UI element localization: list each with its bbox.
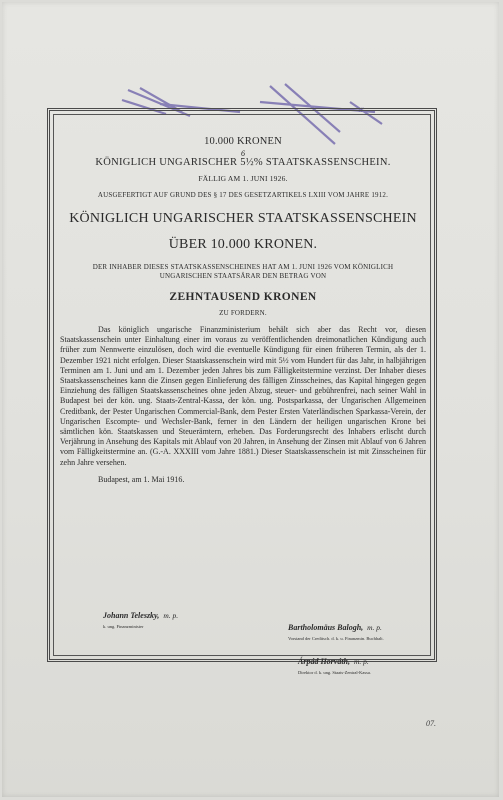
signature-mp: m. p. bbox=[367, 623, 382, 632]
issue-basis: AUSGEFERTIGT AUF GRUND DES § 17 DES GESETZARTIKELS LXIII VOM JAHRE 1912. bbox=[97, 191, 389, 199]
bearer-statement: DER INHABER DIESES STAATSKASSENSCHEINES HAT AM 1. JUNI 1926 VOM KÖNIGLICH UNGARISCHEN STAATSÄRAR DEN BETRAG VON bbox=[92, 263, 394, 280]
signature-name: Johann Teleszky, bbox=[103, 611, 160, 620]
terms-paragraph: Das königlich ungarische Finanzministerium behält sich aber das Recht vor, diesen Staatskassenschein unter Einhaltung einer im voraus zu veröffentlichenden dreimonatlichen Kündigung auch früher zum Nennwerte einzulösen, doch wird die eventuelle Kündigung für einen früheren Termin, als der 1. Dezember 1921 nicht erfolgen. Dieser Staatskassenschein wird mit 5½ vom Hundert für das Jahr, in halbjährigen Terminen am 1. Juni und am 1. Dezember jeden Jahres bis zum Fälligkeitstermine verzinst. Der Inhaber dieses Staatskassenscheines kann die Zinsen gegen Einlieferung des fälligen Zinsscheines, das Kapital hingegen gegen Einziehung des fälligen Staatskassenscheines ohne jeden Abzug, steuer- und gebührenfrei, nach seiner Wahl in Budapest bei der kön. ung. Staats-Zentral-Kassa, der kön. ung. Postsparkassa, der Ungarischen Allgemeinen Creditbank, der Pester Ungarischen Commercial-Bank, dem Pester Ersten Vaterländischen Sparkassa-Verein, der Ungarischen Escompte- und Wechsler-Bank, ferner in den Ländern der heiligen ungarischen Krone bei sämtlichen kön. Staatskassen und Steuerämtern, erheben. Das Forderungsrecht des Inhabers erlischt durch Verjährung in Ansehung des Kapitals mit Ablauf von 20 Jahren, in Ansehung der Zinsen mit Ablauf von 6 Jahren vom Fälligkeitstermine an. (G.-A. XXXIII vom Jahre 1881.) Dieser Staatskassenschein ist mit Zinsscheinen für zehn Jahre versehen. bbox=[60, 325, 426, 467]
signature-treasury-director bbox=[298, 651, 371, 675]
signature-name: Árpád Horváth, bbox=[298, 657, 351, 666]
issue-date: Budapest, am 1. Mai 1916. bbox=[98, 474, 185, 484]
signature-accountant bbox=[288, 617, 384, 641]
document-content bbox=[60, 136, 426, 484]
signature-mp: m. p. bbox=[354, 657, 369, 666]
sum-in-words: ZEHNTAUSEND KRONEN bbox=[169, 291, 317, 303]
signature-role: Direktor d. k. ung. Staats-Zentral-Kassa. bbox=[298, 670, 371, 675]
signature-finance-minister bbox=[103, 605, 178, 629]
svg-text:.r: .r bbox=[358, 105, 364, 114]
amount-header: 10.000 KRONEN bbox=[204, 136, 282, 147]
signature-role: k. ung. Finanzminister bbox=[103, 624, 144, 629]
serial-mark: 6 bbox=[241, 149, 245, 158]
amount-title: ÜBER 10.000 KRONEN. bbox=[168, 237, 318, 252]
due-date: FÄLLIG AM 1. JUNI 1926. bbox=[198, 174, 288, 183]
main-title: KÖNIGLICH UNGARISCHER STAATSKASSENSCHEIN bbox=[69, 211, 417, 226]
signature-name: Bartholomäus Balogh, bbox=[288, 623, 364, 632]
title-line: KÖNIGLICH UNGARISCHER 5½% STAATSKASSENSCHEIN. bbox=[95, 157, 391, 168]
handwritten-corner-mark: 07. bbox=[426, 719, 436, 728]
demand-line: ZU FORDERN. bbox=[219, 309, 267, 317]
signature-mp: m. p. bbox=[163, 611, 179, 620]
signature-role: Vorstand der Creditsch. d. k. u. Finanzmin. Buchhalt. bbox=[288, 636, 384, 641]
